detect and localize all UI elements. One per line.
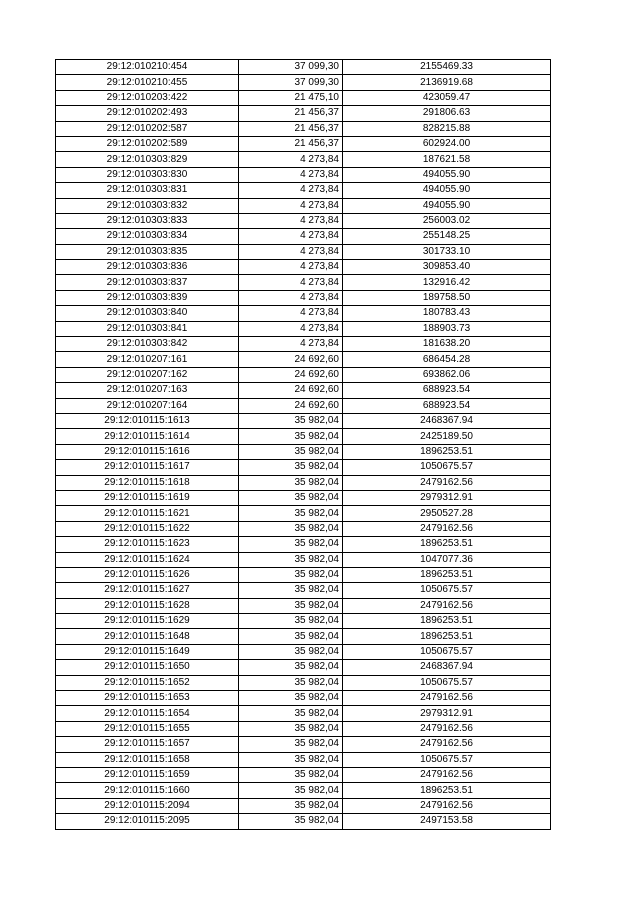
cadastral-number-cell: 29:12:010303:837 [56,275,239,290]
cadastral-value-cell: 494055.90 [343,167,551,182]
table-row [56,337,551,352]
cadastral-value-cell: 301733.10 [343,244,551,259]
area-cell: 35 982,04 [239,521,343,536]
cadastral-number-cell: 29:12:010115:1613 [56,413,239,428]
cadastral-number-cell: 29:12:010303:839 [56,290,239,305]
cadastral-value-cell: 602924.00 [343,136,551,151]
area-cell: 4 273,84 [239,275,343,290]
table-row [56,721,551,736]
cadastral-number-cell: 29:12:010303:841 [56,321,239,336]
table-row [56,475,551,490]
area-cell: 35 982,04 [239,475,343,490]
area-cell: 35 982,04 [239,552,343,567]
area-cell: 4 273,84 [239,306,343,321]
cadastral-value-cell: 2479162.56 [343,475,551,490]
cadastral-value-cell: 2468367.94 [343,413,551,428]
cadastral-number-cell: 29:12:010115:1652 [56,675,239,690]
cadastral-value-cell: 2479162.56 [343,521,551,536]
cadastral-value-cell: 688923.54 [343,383,551,398]
area-cell: 21 456,37 [239,106,343,121]
table-row [56,752,551,767]
cadastral-value-cell: 2950527.28 [343,506,551,521]
area-cell: 4 273,84 [239,213,343,228]
cadastral-number-cell: 29:12:010115:1648 [56,629,239,644]
cadastral-number-cell: 29:12:010115:2094 [56,798,239,813]
table-row [56,798,551,813]
area-cell: 35 982,04 [239,752,343,767]
table-row [56,767,551,782]
area-cell: 4 273,84 [239,260,343,275]
table-row [56,675,551,690]
cadastral-value-cell: 423059.47 [343,90,551,105]
cadastral-number-cell: 29:12:010207:161 [56,352,239,367]
cadastral-value-cell: 2497153.58 [343,814,551,829]
area-cell: 35 982,04 [239,598,343,613]
table-row [56,814,551,829]
cadastral-number-cell: 29:12:010303:831 [56,183,239,198]
table-row [56,629,551,644]
area-cell: 35 982,04 [239,706,343,721]
area-cell: 35 982,04 [239,490,343,505]
cadastral-value-cell: 2479162.56 [343,798,551,813]
table-row [56,106,551,121]
cadastral-number-cell: 29:12:010115:1657 [56,737,239,752]
cadastral-number-cell: 29:12:010115:1649 [56,644,239,659]
cadastral-number-cell: 29:12:010303:833 [56,213,239,228]
cadastral-value-cell: 1896253.51 [343,783,551,798]
cadastral-value-cell: 187621.58 [343,152,551,167]
table-row [56,213,551,228]
table-row [56,614,551,629]
cadastral-value-cell: 309853.40 [343,260,551,275]
table-row [56,183,551,198]
area-cell: 37 099,30 [239,75,343,90]
cadastral-number-cell: 29:12:010115:1624 [56,552,239,567]
cadastral-number-cell: 29:12:010207:163 [56,383,239,398]
table-row [56,413,551,428]
table-row [56,490,551,505]
area-cell: 4 273,84 [239,167,343,182]
cadastral-number-cell: 29:12:010303:840 [56,306,239,321]
area-cell: 35 982,04 [239,629,343,644]
cadastral-value-cell: 1896253.51 [343,537,551,552]
area-cell: 35 982,04 [239,429,343,444]
cadastral-number-cell: 29:12:010203:422 [56,90,239,105]
table-row [56,398,551,413]
table-row [56,275,551,290]
area-cell: 35 982,04 [239,721,343,736]
area-cell: 35 982,04 [239,567,343,582]
cadastral-value-cell: 2468367.94 [343,660,551,675]
cadastral-value-cell: 291806.63 [343,106,551,121]
cadastral-value-cell: 1896253.51 [343,629,551,644]
cadastral-value-cell: 255148.25 [343,229,551,244]
area-cell: 35 982,04 [239,583,343,598]
cadastral-value-cell: 132916.42 [343,275,551,290]
area-cell: 35 982,04 [239,506,343,521]
cadastral-value-cell: 2479162.56 [343,691,551,706]
cadastral-number-cell: 29:12:010115:1616 [56,444,239,459]
table-row [56,121,551,136]
table-row [56,737,551,752]
area-cell: 4 273,84 [239,321,343,336]
area-cell: 35 982,04 [239,460,343,475]
table-row [56,321,551,336]
table-row [56,444,551,459]
cadastral-number-cell: 29:12:010115:1650 [56,660,239,675]
area-cell: 35 982,04 [239,767,343,782]
area-cell: 4 273,84 [239,229,343,244]
area-cell: 35 982,04 [239,537,343,552]
cadastral-number-cell: 29:12:010115:1617 [56,460,239,475]
cadastral-number-cell: 29:12:010303:832 [56,198,239,213]
cadastral-value-cell: 2479162.56 [343,721,551,736]
area-cell: 21 475,10 [239,90,343,105]
cadastral-value-cell: 1050675.57 [343,675,551,690]
cadastral-value-cell: 2979312.91 [343,490,551,505]
table-row [56,306,551,321]
cadastral-value-cell: 1050675.57 [343,752,551,767]
cadastral-number-cell: 29:12:010115:1628 [56,598,239,613]
cadastral-number-cell: 29:12:010202:589 [56,136,239,151]
cadastral-value-cell: 256003.02 [343,213,551,228]
area-cell: 4 273,84 [239,198,343,213]
cadastral-value-cell: 2155469.33 [343,60,551,75]
cadastral-value-cell: 693862.06 [343,367,551,382]
area-cell: 35 982,04 [239,413,343,428]
table-row [56,537,551,552]
cadastral-value-cell: 688923.54 [343,398,551,413]
cadastral-value-cell: 494055.90 [343,183,551,198]
cadastral-value-cell: 828215.88 [343,121,551,136]
cadastral-value-cell: 2979312.91 [343,706,551,721]
area-cell: 35 982,04 [239,691,343,706]
cadastral-number-cell: 29:12:010303:830 [56,167,239,182]
cadastral-number-cell: 29:12:010115:1614 [56,429,239,444]
table-row [56,167,551,182]
table-row [56,521,551,536]
area-cell: 35 982,04 [239,614,343,629]
table-row [56,152,551,167]
table-row [56,60,551,75]
area-cell: 24 692,60 [239,367,343,382]
cadastral-number-cell: 29:12:010115:1623 [56,537,239,552]
cadastral-value-cell: 686454.28 [343,352,551,367]
cadastral-number-cell: 29:12:010210:455 [56,75,239,90]
area-cell: 37 099,30 [239,60,343,75]
cadastral-number-cell: 29:12:010115:1659 [56,767,239,782]
area-cell: 24 692,60 [239,398,343,413]
table-row [56,383,551,398]
cadastral-number-cell: 29:12:010207:164 [56,398,239,413]
table-row [56,75,551,90]
area-cell: 21 456,37 [239,136,343,151]
area-cell: 35 982,04 [239,444,343,459]
cadastral-number-cell: 29:12:010202:587 [56,121,239,136]
table-row [56,644,551,659]
table-row [56,260,551,275]
table-row [56,429,551,444]
area-cell: 24 692,60 [239,352,343,367]
table-row [56,706,551,721]
cadastral-value-cell: 1050675.57 [343,460,551,475]
cadastral-value-cell: 1050675.57 [343,583,551,598]
cadastral-number-cell: 29:12:010303:829 [56,152,239,167]
cadastral-value-cell: 2425189.50 [343,429,551,444]
cadastral-number-cell: 29:12:010115:1660 [56,783,239,798]
cadastral-number-cell: 29:12:010210:454 [56,60,239,75]
cadastral-value-cell: 1047077.36 [343,552,551,567]
cadastral-number-cell: 29:12:010115:1618 [56,475,239,490]
area-cell: 24 692,60 [239,383,343,398]
area-cell: 35 982,04 [239,783,343,798]
table-row [56,583,551,598]
table-row [56,567,551,582]
cadastral-value-cell: 180783.43 [343,306,551,321]
cadastral-number-cell: 29:12:010115:1658 [56,752,239,767]
table-row [56,367,551,382]
area-cell: 4 273,84 [239,152,343,167]
cadastral-number-cell: 29:12:010303:836 [56,260,239,275]
cadastral-number-cell: 29:12:010303:834 [56,229,239,244]
table-row [56,660,551,675]
table-row [56,352,551,367]
cadastral-value-cell: 189758.50 [343,290,551,305]
cadastral-value-cell: 1896253.51 [343,567,551,582]
cadastral-value-cell: 494055.90 [343,198,551,213]
cadastral-value-cell: 2479162.56 [343,767,551,782]
table-row [56,244,551,259]
table-row [56,198,551,213]
cadastral-value-table [55,59,551,830]
cadastral-number-cell: 29:12:010115:1653 [56,691,239,706]
cadastral-number-cell: 29:12:010115:1627 [56,583,239,598]
cadastral-value-cell: 2136919.68 [343,75,551,90]
cadastral-number-cell: 29:12:010303:835 [56,244,239,259]
table-row [56,691,551,706]
table-row [56,229,551,244]
cadastral-number-cell: 29:12:010115:1622 [56,521,239,536]
area-cell: 4 273,84 [239,290,343,305]
cadastral-value-cell: 1896253.51 [343,614,551,629]
cadastral-value-cell: 2479162.56 [343,737,551,752]
cadastral-number-cell: 29:12:010115:1655 [56,721,239,736]
table-row [56,552,551,567]
cadastral-number-cell: 29:12:010115:1621 [56,506,239,521]
cadastral-value-cell: 1896253.51 [343,444,551,459]
table-row [56,290,551,305]
table-row [56,506,551,521]
cadastral-number-cell: 29:12:010303:842 [56,337,239,352]
cadastral-value-cell: 1050675.57 [343,644,551,659]
cadastral-number-cell: 29:12:010202:493 [56,106,239,121]
cadastral-number-cell: 29:12:010207:162 [56,367,239,382]
cadastral-value-cell: 2479162.56 [343,598,551,613]
cadastral-value-cell: 188903.73 [343,321,551,336]
area-cell: 35 982,04 [239,798,343,813]
area-cell: 21 456,37 [239,121,343,136]
cadastral-number-cell: 29:12:010115:1626 [56,567,239,582]
area-cell: 4 273,84 [239,337,343,352]
cadastral-value-cell: 181638.20 [343,337,551,352]
cadastral-number-cell: 29:12:010115:1654 [56,706,239,721]
area-cell: 35 982,04 [239,675,343,690]
area-cell: 4 273,84 [239,244,343,259]
area-cell: 35 982,04 [239,644,343,659]
table-row [56,598,551,613]
table-row [56,136,551,151]
table-body [56,60,551,830]
area-cell: 35 982,04 [239,660,343,675]
area-cell: 35 982,04 [239,737,343,752]
cadastral-number-cell: 29:12:010115:2095 [56,814,239,829]
area-cell: 4 273,84 [239,183,343,198]
table-row [56,460,551,475]
table-row [56,90,551,105]
table-row [56,783,551,798]
area-cell: 35 982,04 [239,814,343,829]
cadastral-number-cell: 29:12:010115:1619 [56,490,239,505]
cadastral-number-cell: 29:12:010115:1629 [56,614,239,629]
